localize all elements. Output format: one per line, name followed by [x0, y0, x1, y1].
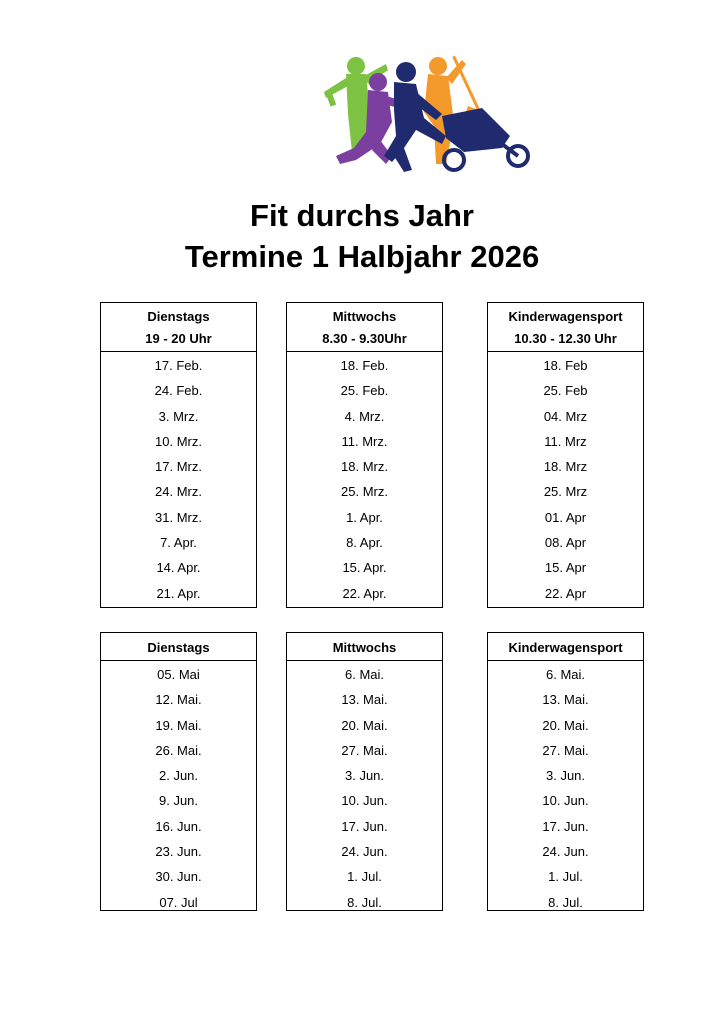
table-row: 24. Feb. — [154, 383, 203, 399]
schedule-table-wednesday-2 — [286, 632, 443, 911]
table-row: 11. Mrz — [544, 433, 587, 449]
table-row: 3. Jun. — [344, 768, 385, 784]
table-row: 17. Jun. — [341, 818, 388, 834]
table-row: 6. Mai. — [344, 667, 384, 682]
table-row: 18. Mrz — [543, 459, 588, 475]
table-row: 24. Jun. — [542, 844, 589, 860]
table-row: 1. Jul. — [347, 869, 382, 885]
table-row: 07. Jul — [159, 894, 198, 910]
table-row: 25. Mrz — [543, 484, 588, 500]
table-row: 17. Mrz. — [155, 459, 202, 475]
table-row: 20. Mai. — [341, 717, 388, 733]
table-row: 15. Apr. — [342, 560, 387, 576]
table-row: 2. Jun. — [158, 768, 199, 784]
table-header-time: 19 - 20 Uhr — [145, 331, 212, 346]
table-row: 19. Mai. — [155, 717, 202, 733]
table-row: 01. Apr — [544, 509, 587, 525]
table-row: 11. Mrz. — [341, 433, 388, 449]
table-row: 04. Mrz — [543, 408, 588, 424]
schedule-table-tuesday-1 — [100, 302, 257, 608]
table-rows — [287, 352, 442, 606]
table-header-title: Mittwochs — [332, 309, 397, 324]
table-row: 27. Mai. — [542, 742, 589, 758]
table-rows — [287, 661, 442, 915]
table-row: 22. Apr — [544, 585, 587, 601]
table-row: 10. Mrz. — [155, 433, 202, 449]
table-header — [488, 303, 643, 352]
table-row: 16. Jun. — [155, 818, 202, 834]
table-row: 3. Jun. — [545, 768, 586, 784]
table-header — [287, 303, 442, 352]
table-header-title: Kinderwagensport — [508, 640, 623, 655]
table-row: 6. Mai. — [545, 667, 585, 682]
schedule-table-stroller-1 — [487, 302, 644, 608]
schedule-table-wednesday-1 — [286, 302, 443, 608]
schedule-table-tuesday-2 — [100, 632, 257, 911]
page-subtitle: Termine 1 Halbjahr 2026 — [184, 239, 540, 274]
table-header — [488, 633, 643, 661]
table-row: 22. Apr. — [342, 585, 387, 601]
table-header-time: 10.30 - 12.30 Uhr — [514, 331, 617, 346]
table-header — [287, 633, 442, 661]
fitness-silhouettes-logo — [296, 52, 560, 200]
table-row: 15. Apr — [544, 560, 587, 576]
page-title: Fit durchs Jahr — [250, 198, 474, 233]
table-row: 4. Mrz. — [344, 408, 385, 424]
table-row: 8. Jul. — [347, 894, 382, 910]
table-row: 7. Apr. — [160, 535, 197, 551]
table-row: 25. Mrz. — [341, 484, 388, 500]
table-row: 14. Apr. — [156, 560, 201, 576]
table-row: 30. Jun. — [155, 869, 202, 885]
table-rows — [101, 352, 256, 606]
runner-with-stroller-icon — [384, 62, 528, 172]
table-row: 23. Jun. — [155, 844, 202, 860]
table-header — [101, 303, 256, 352]
table-header-title: Mittwochs — [332, 640, 397, 655]
table-header-title: Dienstags — [147, 309, 210, 324]
table-row: 1. Jul. — [548, 869, 583, 885]
table-row: 8. Apr. — [346, 535, 383, 551]
table-row: 05. Mai — [157, 667, 200, 682]
table-row: 12. Mai. — [155, 692, 202, 708]
table-header-title: Kinderwagensport — [508, 309, 623, 324]
table-row: 18. Feb. — [340, 358, 389, 373]
table-row: 18. Mrz. — [341, 459, 388, 475]
table-row: 10. Jun. — [542, 793, 589, 809]
table-row: 8. Jul. — [548, 894, 583, 910]
table-row: 3. Mrz. — [158, 408, 199, 424]
table-row: 13. Mai. — [542, 692, 589, 708]
table-row: 25. Feb — [543, 383, 588, 399]
schedule-table-stroller-2 — [487, 632, 644, 911]
table-row: 10. Jun. — [341, 793, 388, 809]
table-row: 31. Mrz. — [155, 509, 202, 525]
table-rows — [101, 661, 256, 915]
table-rows — [488, 661, 643, 915]
table-row: 24. Mrz. — [155, 484, 202, 500]
table-row: 21. Apr. — [156, 585, 201, 601]
table-row: 24. Jun. — [341, 844, 388, 860]
table-row: 9. Jun. — [158, 793, 199, 809]
table-row: 25. Feb. — [340, 383, 389, 399]
table-row: 1. Apr. — [346, 509, 383, 525]
table-row: 17. Jun. — [542, 818, 589, 834]
table-rows — [488, 352, 643, 606]
table-row: 13. Mai. — [341, 692, 388, 708]
table-row: 27. Mai. — [341, 742, 388, 758]
table-row: 18. Feb — [543, 358, 588, 373]
table-header — [101, 633, 256, 661]
table-row: 26. Mai. — [155, 742, 202, 758]
table-row: 17. Feb. — [154, 358, 203, 373]
table-row: 08. Apr — [544, 535, 587, 551]
table-row: 20. Mai. — [542, 717, 589, 733]
table-header-title: Dienstags — [147, 640, 210, 655]
table-header-time: 8.30 - 9.30Uhr — [322, 331, 407, 346]
